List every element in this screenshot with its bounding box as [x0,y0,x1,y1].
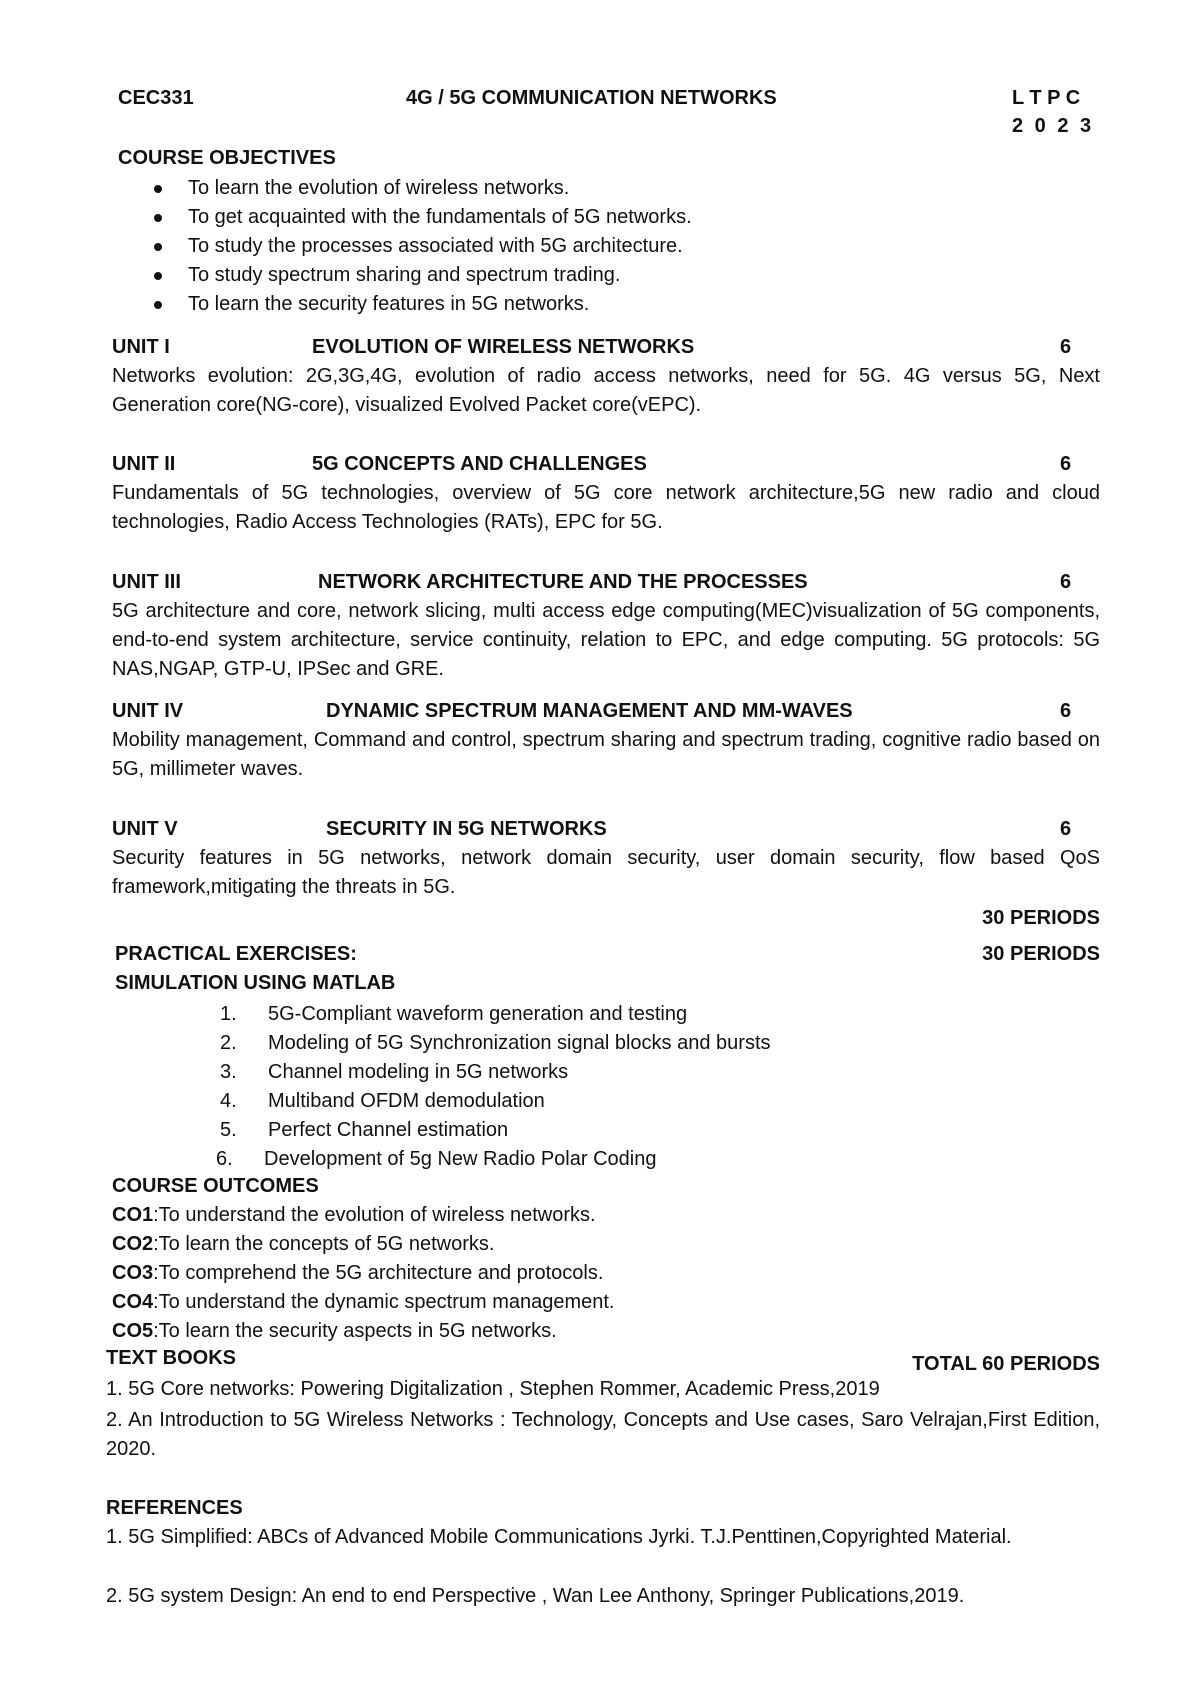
outcome-item: CO5:To learn the security aspects in 5G networks. [112,1320,557,1342]
list-item: 4. Multiband OFDM demodulation [220,1090,545,1112]
unit-4-hours: 6 [1060,700,1072,722]
bullet-icon [154,243,162,251]
unit-4-body: Mobility management, Command and control, spectrum sharing and spectrum trading, cognitive radio based on 5G, millimeter waves. [112,729,1100,780]
list-item: To study spectrum sharing and spectrum trading. [152,261,692,290]
unit-3-label: UNIT III [112,571,181,593]
unit-2-label: UNIT II [112,453,176,475]
unit-5-label: UNIT V [112,818,178,840]
unit-3-hours: 6 [1060,571,1072,593]
list-item: 3. Channel modeling in 5G networks [220,1061,569,1083]
unit-3-body: 5G architecture and core, network slicing, multi access edge computing(MEC)visualization of 5G components, end-to-end system architecture, service continuity, relation to EPC, and edge computing. 5G protocols: 5G NAS,NGAP, GTP-U, IPSec and GRE. [112,600,1100,680]
unit-4-title: DYNAMIC SPECTRUM MANAGEMENT AND MM-WAVES [326,700,853,722]
unit-2-hours: 6 [1060,453,1072,475]
course-title: 4G / 5G COMMUNICATION NETWORKS [406,87,777,109]
ltpc-values: 2 0 2 3 [1012,115,1095,137]
list-item: 5. Perfect Channel estimation [220,1119,509,1141]
list-item: To get acquainted with the fundamentals of 5G networks. [152,203,692,232]
unit-3-title: NETWORK ARCHITECTURE AND THE PROCESSES [318,571,808,593]
list-item: To study the processes associated with 5G architecture. [152,232,692,261]
bullet-icon [154,185,162,193]
bullet-icon [154,272,162,280]
practical-list [216,1000,771,1174]
unit-1-hours: 6 [1060,336,1072,358]
practical-periods: 30 PERIODS [982,943,1100,965]
outcomes-heading: COURSE OUTCOMES [112,1175,319,1197]
outcome-item: CO3:To comprehend the 5G architecture and protocols. [112,1262,604,1284]
objectives-list [152,174,692,319]
ltpc-label: L T P C [1012,87,1081,109]
objectives-heading: COURSE OBJECTIVES [118,147,336,169]
list-item: To learn the security features in 5G networks. [152,290,692,319]
references-heading: REFERENCES [106,1497,243,1519]
list-item: To learn the evolution of wireless networks. [152,174,692,203]
textbook-item: 2. An Introduction to 5G Wireless Networks : Technology, Concepts and Use cases, Saro Velrajan,First Edition, 2020. [106,1409,1100,1460]
outcome-item: CO2:To learn the concepts of 5G networks. [112,1233,495,1255]
unit-1-label: UNIT I [112,336,170,358]
bullet-icon [154,214,162,222]
unit-2-body: Fundamentals of 5G technologies, overview of 5G core network architecture,5G new radio and cloud technologies, Radio Access Technologies (RATs), EPC for 5G. [112,482,1100,533]
reference-item: 1. 5G Simplified: ABCs of Advanced Mobile Communications Jyrki. T.J.Penttinen,Copyrighted Material. [106,1526,1012,1548]
course-code: CEC331 [118,87,194,109]
unit-1-title: EVOLUTION OF WIRELESS NETWORKS [312,336,695,358]
theory-periods: 30 PERIODS [982,907,1100,929]
textbooks-heading: TEXT BOOKS [106,1347,237,1369]
unit-4-label: UNIT IV [112,700,184,722]
unit-5-body: Security features in 5G networks, network domain security, user domain security, flow based QoS framework,mitigating the threats in 5G. [112,847,1100,898]
unit-1-body: Networks evolution: 2G,3G,4G, evolution of radio access networks, need for 5G. 4G versus 5G, Next Generation core(NG-core), visualized Evolved Packet core(vEPC). [112,365,1100,416]
practical-heading: PRACTICAL EXERCISES: [115,943,357,965]
total-periods: TOTAL 60 PERIODS [912,1353,1100,1375]
unit-5-hours: 6 [1060,818,1072,840]
practical-subheading: SIMULATION USING MATLAB [115,972,396,994]
list-item: 6. Development of 5g New Radio Polar Coding [216,1148,657,1170]
unit-2-title: 5G CONCEPTS AND CHALLENGES [312,453,647,475]
outcome-item: CO4:To understand the dynamic spectrum management. [112,1291,615,1313]
list-item: 1. 5G-Compliant waveform generation and testing [220,1003,688,1025]
unit-5-title: SECURITY IN 5G NETWORKS [326,818,607,840]
reference-item: 2. 5G system Design: An end to end Perspective , Wan Lee Anthony, Springer Publications,2019. [106,1585,965,1607]
outcome-item: CO1:To understand the evolution of wireless networks. [112,1204,596,1226]
textbook-item: 1. 5G Core networks: Powering Digitalization , Stephen Rommer, Academic Press,2019 [106,1378,880,1400]
list-item: 2. Modeling of 5G Synchronization signal blocks and bursts [220,1032,771,1054]
bullet-icon [154,301,162,309]
